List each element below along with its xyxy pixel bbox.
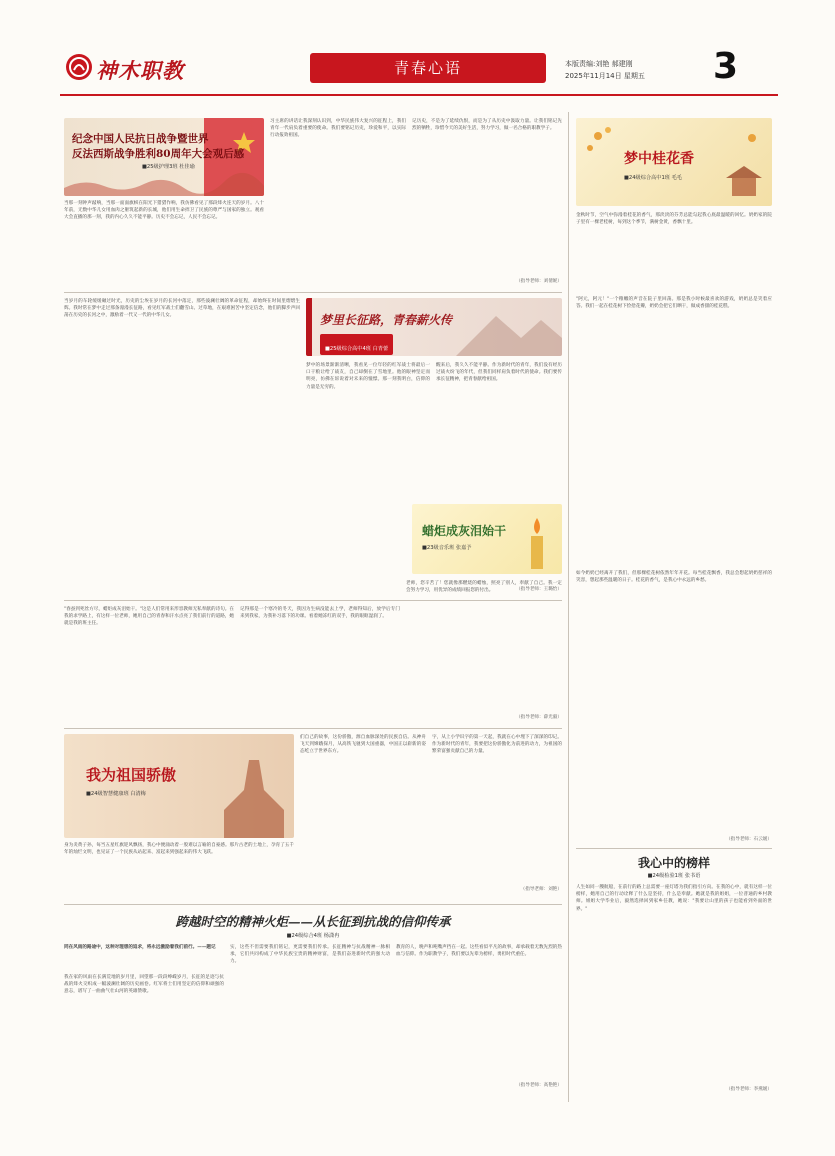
divider-1 xyxy=(64,292,562,293)
header-divider xyxy=(60,94,778,96)
longmarch-signature: （指导老师：高艳艳） xyxy=(516,1083,562,1088)
proud-byline: ■24级智慧健康班 白清梅 xyxy=(86,791,146,797)
osmanthus-body-top: 金秋时节，空气中弥漫着桂花的香气，那淡淡的芬芳总能勾起我心底最温暖的回忆。奶奶家的院子里有一棵老桂树，每到这个季节，满树金黄，香飘十里。 xyxy=(576,213,772,226)
proud-body-mid: 们自己的故事，这份骄傲，源自血脉深处的民族自信。从神舟飞天到嫦娥探月，从高铁飞驰到大国重器，中国正以崭新的姿态屹立于世界东方。 xyxy=(300,735,426,755)
column-divider xyxy=(568,112,569,1102)
header-date: 2025年11月14日 星期五 xyxy=(565,72,645,80)
rolemodel-body: 人生如同一艘航船，在前行的路上总需要一座灯塔为我们指引方向。在我的心中，就有这样一位榜样，她用自己的行动诠释了什么是坚持，什么是奉献。她就是我的姐姐，一位普通的乡村教师。姐姐大学毕业后，毅然选择回到家乡任教，她说："我要让山里的孩子也能看到外面的世界。" xyxy=(576,885,772,912)
rolemodel-title: 我心中的榜样 xyxy=(637,856,710,870)
candle-body-right: 老师，您辛苦了！您就像那燃烧的蜡烛，照亮了别人，奉献了自己。我一定会努力学习，用优异的成绩回报您的付出。 xyxy=(406,581,562,594)
section-title: 青春心语 xyxy=(393,59,462,77)
osmanthus-byline: ■24级综合高中1班 毛毛 xyxy=(624,175,682,181)
candle-body-left: "春蚕到死丝方尽，蜡炬成灰泪始干。"这是人们常用来形容教师无私奉献的诗句。在我的求学路上，有这样一位老师，她用自己的青春和汗水点亮了我们前行的道路，她就是我的班主任。 xyxy=(64,607,234,627)
osmanthus-banner xyxy=(576,118,772,206)
osmanthus-title: 梦中桂花香 xyxy=(624,151,694,167)
youth-body-mid: 梦中的场景渐渐清晰，我看见一位年轻的红军战士将最后一口干粮让给了战友，自己却倒在了雪地里。他的眼神坚定而明亮，仿佛在诉说着对未来的憧憬。那一刻我明白，信仰的力量是无穷的。 xyxy=(306,363,430,390)
anniversary-body-right: 记历史，不是为了延续仇恨，而是为了从历史中汲取力量。让我们铭记先烈的牺牲，珍惜今天的美好生活，努力学习，做一名合格的职教学子。 xyxy=(412,119,562,132)
masthead-title: 神木职教 xyxy=(96,58,184,83)
longmarch-lead: 同在风雨的路途中，这种对理想的追求，将永远激励着我们前行。——题记 xyxy=(64,945,216,950)
candle-signature: （指导老师：薛光毅） xyxy=(516,715,562,720)
monument-icon xyxy=(214,750,292,838)
osmanthus-body-mid: "阿元，阿元！"一个稚嫩的声音在院子里回荡。那是我小时候最喜欢的游戏，奶奶总是笑着应答。我们一起在桂花树下捡拾花瓣，奶奶会把它们晒干，做成香甜的桂花糕。 xyxy=(576,297,772,310)
anniversary-body-mid: 习主席的讲话让我深刻认识到，中华民族伟大复兴的征程上，我们青年一代肩负着重要的使命。我们要铭记历史，珍爱和平，以实际行动报效祖国。 xyxy=(270,119,406,139)
proud-body-left: 身为炎黄子孙，每当五星红旗迎风飘扬，我心中便涌动着一股难以言喻的自豪感。那片古老的土地上，孕育了五千年的灿烂文明，也见证了一个民族从站起来、富起来到强起来的伟大飞跃。 xyxy=(64,843,294,856)
osmanthus-signature: （指导老师：石云媛） xyxy=(726,837,772,842)
candle-byline: ■23级音乐班 张嘉予 xyxy=(422,545,472,551)
longmarch-body-1: 我在家的风雨在长满荒地的岁月里，回望那一段段峥嵘岁月，长征的足迹与抗战的烽火交织成一幅波澜壮阔的历史画卷。红军将士们用坚定的信仰和顽强的意志，谱写了一曲曲气壮山河的英雄赞歌。 xyxy=(64,975,224,995)
longmarch-body-2: 实，这些不但需要我们铭记，更需要我们传承。长征精神与抗战精神一脉相承，它们共同构成了中华民族宝贵的精神财富，是我们奋进新时代的强大动力。 xyxy=(230,945,390,965)
anniversary-title-line2: 反法西斯战争胜利80周年大会观后感 xyxy=(72,148,245,160)
youth-signature: （指导老师：王璐怡） xyxy=(516,587,562,592)
proud-signature: （指导老师：刘艳） xyxy=(520,887,562,892)
troops-silhouette-icon xyxy=(64,170,264,196)
longmarch-title: 跨越时空的精神火炬——从长征到抗战的信仰传承 xyxy=(175,914,451,929)
anniversary-banner xyxy=(64,118,264,196)
anniversary-body-left: 当那一刻钟声敲响，当那一面面旗帜在阳光下猎猎作响，我仿佛看见了那段烽火连天的岁月。八十年前，无数中华儿女用血肉之躯筑起新的长城，他们用生命捍卫了民族的尊严与国家的独立。观看大会直播的那一刻，我的内心久久不能平静。历史不会忘记，人民不会忘记。 xyxy=(64,201,264,221)
rolemodel-signature: （指导老师：李燕媛） xyxy=(726,1087,772,1092)
page-number: 3 xyxy=(713,46,739,87)
divider-5 xyxy=(576,848,772,849)
page-header xyxy=(60,46,778,90)
longmarch-body-3: 教育的人，晚声和吨嘴声挡在一起。这些看似平凡的故事，却承载着无数先烈的热血与信仰。作为职教学子，我们要以先辈为榜样，勇担时代重任。 xyxy=(396,945,562,958)
proud-banner xyxy=(64,734,294,838)
youth-byline: ■25级综合高中4班 白青蕾 xyxy=(325,346,389,352)
youth-body-left: 当岁月的车轮缓缓碾过时光，历史的尘埃在岁月的长河中落定，那些波澜壮阔的革命征程，却始终在时间里熠熠生辉。我时常在梦中走过那条漫漫长征路，看见红军战士们翻雪山、过草地，在艰难困苦中坚定信念，他们的脚步声回荡在历史的长河之中，激励着一代又一代的中华儿女。 xyxy=(64,299,300,319)
youth-banner xyxy=(306,298,562,356)
longmarch-byline: ■24级综合4班 杨潇冉 xyxy=(286,933,340,939)
proud-title: 我为祖国骄傲 xyxy=(86,766,177,784)
osmanthus-body-bottom: 如今奶奶已经离开了我们，但那棵桂花树依然年年开花。每当桂花飘香，我总会想起奶奶慈祥的笑容，想起那些温暖的日子。桂花的香气，是我心中永远的乡愁。 xyxy=(576,571,772,584)
anniversary-signature: （指导老师：刘倩妮） xyxy=(516,279,562,284)
youth-byline-badge xyxy=(320,334,393,355)
header-editors: 本版责编:刘艳 郝建刚 xyxy=(565,60,633,68)
candle-banner xyxy=(412,504,562,574)
masthead-logo-icon xyxy=(66,54,92,80)
section-banner xyxy=(310,53,546,83)
youth-title: 梦里长征路，青春薪火传 xyxy=(320,313,453,327)
candle-body-mid: 记得那是一个寒冷的冬天，我因为生病没能去上学，老师得知后，放学后专门来到我家，为我补习落下的功课。看着她冻红的双手，我的眼眶湿润了。 xyxy=(240,607,400,620)
divider-3 xyxy=(64,728,562,729)
candle-icon xyxy=(517,514,557,569)
divider-4 xyxy=(64,904,562,905)
youth-body-right: 醒来后，我久久不能平静。作为新时代的青年，我们没有经历过战火纷飞的年代，但我们同样肩负着时代的使命。我们要传承长征精神，把青春献给祖国。 xyxy=(436,363,562,383)
candle-title: 蜡炬成灰泪始干 xyxy=(422,524,507,538)
proud-body-right: 字，从上小学识字的第一天起，我就在心中埋下了深深的印记。作为新时代的青年，我要把这份骄傲化为前进的动力，为祖国的繁荣富强贡献自己的力量。 xyxy=(432,735,562,755)
anniversary-title-line1: 纪念中国人民抗日战争暨世界 xyxy=(72,133,209,145)
anniversary-byline: ■25级护理3班 杜佳瑜 xyxy=(142,164,195,170)
rolemodel-byline: ■24级检验1班 张书语 xyxy=(647,873,701,879)
